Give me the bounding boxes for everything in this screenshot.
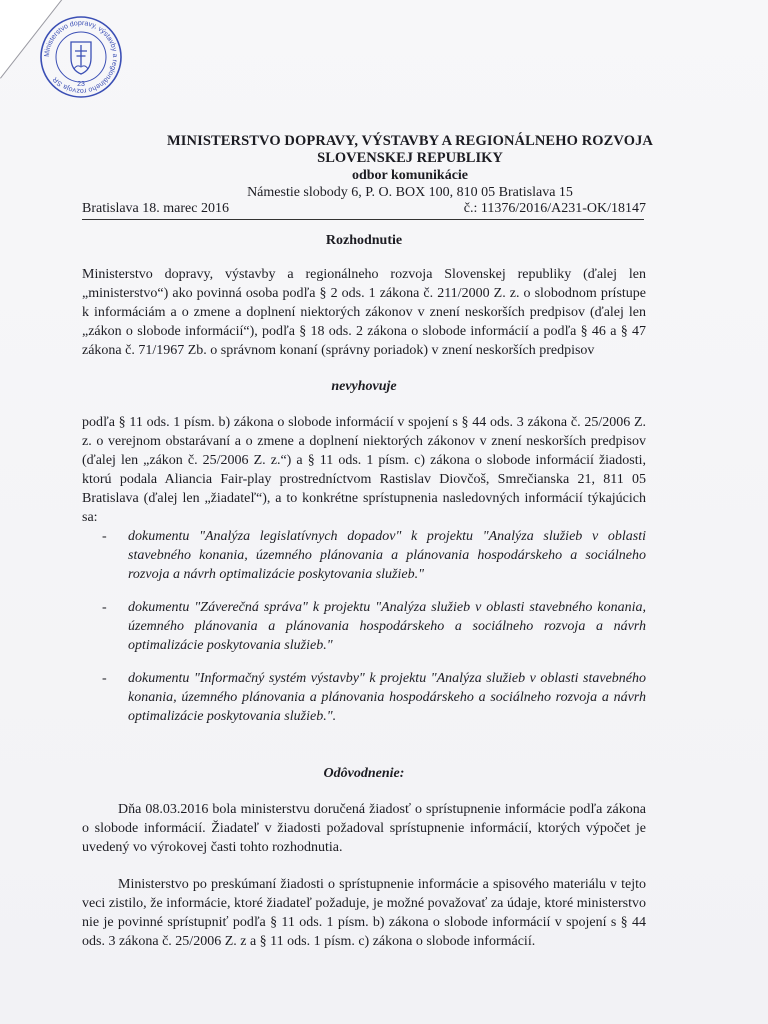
- list-item: [82, 669, 646, 726]
- list-item-text: dokumentu "Informačný systém výstavby" k projektu "Analýza služieb v oblasti stavebného konania, územného plánovania a plánovania hospodárskeho a sociálneho rozvoja a návrh optimalizácie poskytovania služieb.".: [128, 671, 646, 724]
- list-dash: -: [102, 671, 107, 686]
- list-item-text: dokumentu "Záverečná správa" k projektu "Analýza služieb v oblasti stavebného konania, územného plánovania a plánovania hospodárskeho a sociálneho rozvoja a návrh optimalizácie poskytovania služieb.": [128, 600, 646, 653]
- reasoning-paragraph-1: Dňa 08.03.2016 bola ministerstvu doručená žiadosť o sprístupnenie informácie podľa zákona o slobode informácií. Žiadateľ v žiadosti požadoval sprístupnenie informácií, ktorých výpočet je uvedený vo výrokovej časti tohto rozhodnutia.: [82, 802, 646, 855]
- list-item: [82, 527, 646, 584]
- list-dash: -: [102, 600, 107, 615]
- letterhead: [80, 133, 740, 201]
- department-name: odbor komunikácie: [351, 168, 469, 183]
- stamp-number: 23: [77, 81, 85, 88]
- place-and-date: Bratislava 18. marec 2016: [82, 201, 229, 216]
- header-divider: [82, 219, 644, 220]
- reasoning-paragraph-2: Ministerstvo po preskúmaní žiadosti o sprístupnenie informácie a spisového materiálu v tejto veci zistilo, že informácie, ktoré žiadateľ požaduje, je možné považovať za údaje, ktoré ministerstvo nie je povinné sprístupniť podľa § 11 ods. 1 písm. b) zákona o slobode informácií v spojení s § 44 ods. 3 zákona č. 25/2006 Z. z a § 11 ods. 1 písm. c) zákona o slobode informácií.: [82, 877, 646, 949]
- dateline: [82, 201, 646, 217]
- verdict-paragraph: podľa § 11 ods. 1 písm. b) zákona o slobode informácií v spojení s § 44 ods. 3 zákona č. 25/2006 Z. z. o verejnom obstarávaní a o zmene a doplnení niektorých zákonov v znení neskorších predpisov (ďalej len „zákon č. 25/2006 Z. z.“) a § 11 ods. 1 písm. c) zákona o slobode informácií žiadosti, ktorú podala Aliancia Fair-play prostredníctvom Rastislav Diovčoš, Smrečianska 21, 811 05 Bratislava (ďalej len „žiadateľ“), a to konkrétne sprístupnenia nasledovných informácií týkajúcich sa:: [82, 415, 646, 525]
- document-body: [82, 265, 646, 951]
- stamp-ring-text: Ministerstvo dopravy, výstavby a regionálneho rozvoja SR: [43, 19, 119, 95]
- list-item: [82, 598, 646, 655]
- country-name: SLOVENSKEJ REPUBLIKY: [317, 150, 503, 166]
- ministry-address: Námestie slobody 6, P. O. BOX 100, 810 05 Bratislava 15: [247, 185, 573, 200]
- intro-paragraph: Ministerstvo dopravy, výstavby a regionálneho rozvoja Slovenskej republiky (ďalej len „ministerstvo“) ako povinná osoba podľa § 2 ods. 1 zákona č. 211/2000 Z. z. o slobodnom prístupe k informáciám a o zmene a doplnení niektorých zákonov v znení neskorších predpisov (ďalej len „zákon o slobode informácií“), podľa § 18 ods. 2 zákona o slobode informácií a podľa § 46 a § 47 zákona č. 71/1967 Zb. o správnom konaní (správny poriadok) v znení neskorších predpisov: [82, 267, 646, 358]
- verdict-heading: nevyhovuje: [331, 379, 397, 394]
- list-dash: -: [102, 529, 107, 544]
- reference-number: č.: 11376/2016/A231-OK/18147: [463, 201, 646, 216]
- reasoning-heading: Odôvodnenie:: [323, 766, 405, 781]
- official-stamp-seal: [38, 14, 124, 100]
- document-title: Rozhodnutie: [325, 233, 403, 248]
- ministry-name: MINISTERSTVO DOPRAVY, VÝSTAVBY A REGIONÁLNEHO ROZVOJA: [166, 133, 653, 149]
- list-item-text: dokumentu "Analýza legislatívnych dopadov" k projektu "Analýza služieb v oblasti stavebného konania, územného plánovania a plánovania hospodárskeho a sociálneho rozvoja a návrh optimalizácie poskytovania služieb.": [128, 529, 646, 582]
